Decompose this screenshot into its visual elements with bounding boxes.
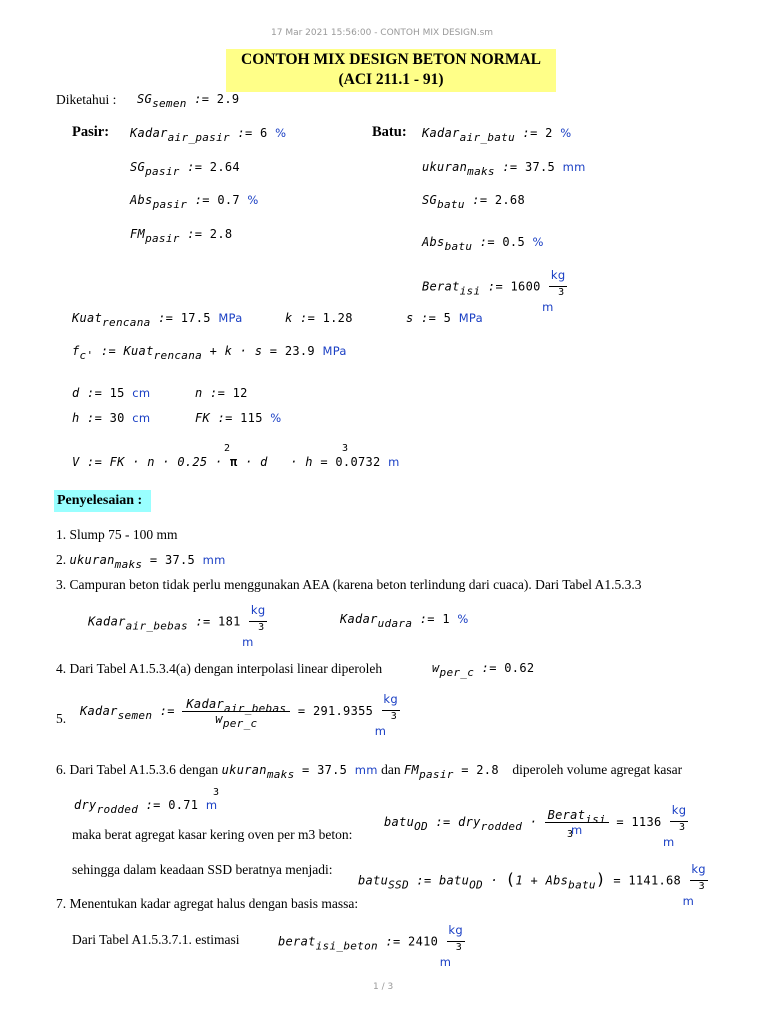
berat-isi-beton-expr: berat$_{isi\_beton}$ := 2410 kg 3 m xyxy=(278,923,466,961)
kadar-udara-expr: Kadar$_{udara}$ := 1 % xyxy=(340,612,469,630)
fk-expr: FK := 115 % xyxy=(195,411,282,425)
kadar-air-bebas-expr: Kadar$_{air\_bebas}$ := 181 kg 3 m xyxy=(88,603,268,641)
s-expr: s := 5 MPa xyxy=(406,311,483,325)
title-line-2: (ACI 211.1 - 91) xyxy=(338,71,444,88)
kadar-air-batu-expr: Kadar$_{air\_batu}$ := 2 % xyxy=(422,126,572,144)
step-7: 7. Menentukan kadar agregat halus dengan basis massa: xyxy=(56,896,359,911)
abs-pasir-expr: Abs$_{pasir}$ := 0.7 % xyxy=(130,193,259,211)
unit-kg-per-m3: kg 3 m xyxy=(663,803,687,849)
step-7-dari: Dari Tabel A1.5.3.7.1. estimasi xyxy=(72,932,240,947)
step-6-ssd: sehingga dalam keadaan SSD beratnya menjadi: xyxy=(72,862,333,877)
berat-isi-expr: Berat$_{isi}$ := 1600 kg 3 m xyxy=(422,268,568,306)
document-header: 17 Mar 2021 15:56:00 - CONTOH MIX DESIGN.sm xyxy=(271,28,494,38)
volume-expr: V := FK · n · 0.25 · π · d · h = 0.0732 m xyxy=(72,455,400,469)
abs-batu-expr: Abs$_{batu}$ := 0.5 % xyxy=(422,235,544,253)
unit-kg-per-m3: kg 3 m xyxy=(542,268,566,314)
step-1: 1. Slump 75 - 100 mm xyxy=(56,527,178,542)
unit-kg-per-m3: kg 3 m xyxy=(682,862,706,908)
page-number: 1 / 3 xyxy=(373,982,394,992)
sg-batu-expr: $SG_{batu}$ := 2.68 xyxy=(422,193,525,211)
sg-semen-expr: $SG_{semen}$ := 2.9 xyxy=(137,92,240,110)
step-3: 3. Campuran beton tidak perlu menggunakan AEA (karena beton terlindung dari cuaca). Dari Tabel A1.5.3.3 xyxy=(56,577,642,592)
fc-expr: $f_{c'}$ := Kuat$_{rencana}$ + k · s = 23.9 MPa xyxy=(72,344,347,362)
step-5-prefix: 5. xyxy=(56,711,67,726)
title-line-1: CONTOH MIX DESIGN BETON NORMAL xyxy=(241,51,541,68)
d-expr: d := 15 cm xyxy=(72,386,151,400)
step-6-maka: maka berat agregat kasar kering oven per m3 beton: xyxy=(72,827,353,842)
penyelesaian-label: Penyelesaian : xyxy=(54,490,151,512)
dry-rodded-expr: dry$_{rodded}$ := 0.71 m xyxy=(74,798,218,816)
sg-pasir-expr: $SG_{pasir}$ := 2.64 xyxy=(130,160,240,178)
unit-kg-per-m3: kg 3 m xyxy=(374,692,398,738)
kadar-semen-expr: Kadar$_{semen}$ := $\frac{Kadar_{air\_bebas}}{w_{per\_c}}$ = 291.9355 kg 3 m xyxy=(80,692,401,730)
kadar-air-pasir-expr: Kadar$_{air\_pasir}$ := 6 % xyxy=(130,126,287,144)
batu-od-expr: batu$_{OD}$ := dry$_{rodded}$ · $\frac{Berat_{isi}}{m}$ = 1136 kg 3 m xyxy=(384,803,689,841)
step-4: 4. Dari Tabel A1.5.3.4(a) dengan interpolasi linear diperoleh xyxy=(56,661,383,676)
diketahui-label: Diketahui : xyxy=(56,92,117,107)
berat-isi-over-m3: $\frac{Berat_{isi}}{m}$ xyxy=(545,808,609,837)
unit-kg-per-m3: kg 3 m xyxy=(439,923,463,969)
kuat-rencana-expr: Kuat$_{rencana}$ := 17.5 MPa xyxy=(72,311,243,329)
w-per-c-expr: $w_{per\_c}$ := 0.62 xyxy=(432,661,535,679)
ukuran-maks-expr: ukuran$_{maks}$ := 37.5 mm xyxy=(422,160,586,178)
h-expr: h := 30 cm xyxy=(72,411,151,425)
title-box xyxy=(226,49,556,92)
step-2: 2. ukuran$_{maks}$ = 37.5 mm xyxy=(56,552,226,571)
pasir-label: Pasir: xyxy=(72,124,110,140)
d-squared-exponent: 2 xyxy=(224,443,231,454)
dry-rodded-exponent: 3 xyxy=(213,787,220,798)
batu-label: Batu: xyxy=(372,124,407,140)
n-expr: n := 12 xyxy=(195,386,248,400)
k-expr: k := 1.28 xyxy=(285,311,353,325)
step-6: 6. Dari Tabel A1.5.3.6 dengan ukuran$_{maks}$ = 37.5 mm dan $FM_{pasir} = 2.8$ diperoleh volume agregat kasar xyxy=(56,762,683,781)
kadar-semen-fraction: $\frac{Kadar_{air\_bebas}}{w_{per\_c}}$ xyxy=(182,697,290,726)
berat-isi-m3-exponent: 3 xyxy=(567,829,574,840)
batu-ssd-expr: batu$_{SSD}$ := batu$_{OD}$ · (1 + Abs$_{batu}$) = 1141.68 kg 3 m xyxy=(358,862,709,900)
fm-pasir-expr: $FM_{pasir}$ := 2.8 xyxy=(130,227,233,245)
unit-kg-per-m3: kg 3 m xyxy=(242,603,266,649)
m3-exponent: 3 xyxy=(342,443,349,454)
